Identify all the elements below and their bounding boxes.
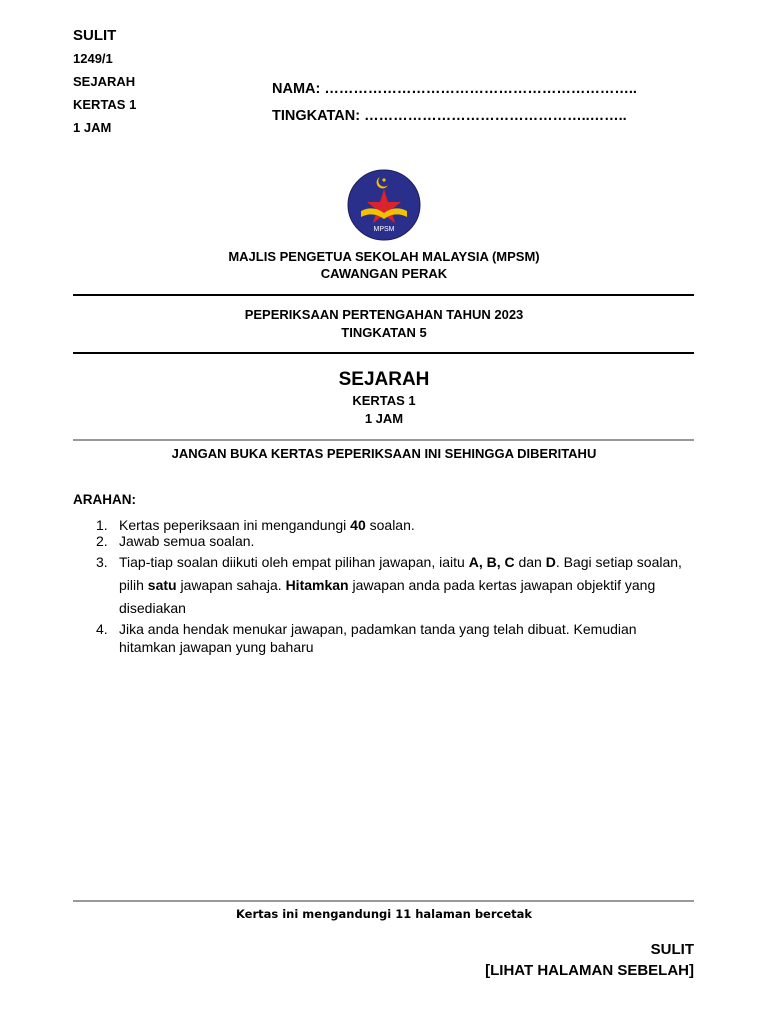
instructions-heading: ARAHAN:: [73, 492, 136, 507]
paper-title: KERTAS 1: [352, 393, 416, 408]
divider: [73, 439, 694, 441]
header-info: [73, 27, 136, 135]
item-text: Jika anda hendak menukar jawapan, padamkan tanda yang telah dibuat. Kemudian hitamkan jawapan yung baharu: [119, 621, 637, 655]
divider: [73, 294, 694, 296]
footer-classification: SULIT: [650, 941, 694, 958]
org-branch: CAWANGAN PERAK: [320, 266, 448, 281]
subject-title: SEJARAH: [338, 369, 430, 390]
item-number: 3.: [96, 554, 108, 570]
paper-label: KERTAS 1: [73, 97, 137, 112]
mpsm-logo: [347, 169, 421, 241]
item-text: Jawab semua soalan.: [119, 533, 255, 549]
duration-title: 1 JAM: [364, 411, 404, 426]
duration-label: 1 JAM: [73, 120, 112, 135]
page-count-note: Kertas ini mengandungi 11 halaman bercetak: [235, 907, 533, 921]
exam-name: PEPERIKSAAN PERTENGAHAN TAHUN 2023: [244, 307, 524, 322]
form-field[interactable]: TINGKATAN: ………………………………………..……..: [272, 108, 627, 124]
item-text: Kertas peperiksaan ini mengandungi 40 soalan.: [119, 517, 415, 533]
item-text: Tiap-tiap soalan diikuti oleh empat pilihan jawapan, iaitu A, B, C dan D. Bagi setiap soalan, pilih satu jawapan sahaja. Hitamkan jawapan anda pada kertas jawapan objektif yang disediakan: [119, 554, 682, 616]
org-name: MAJLIS PENGETUA SEKOLAH MALAYSIA (MPSM): [228, 249, 540, 264]
exam-form: TINGKATAN 5: [341, 325, 427, 340]
paper-code: 1249/1: [73, 51, 113, 66]
next-page-note: [LIHAT HALAMAN SEBELAH]: [485, 962, 694, 979]
warning-text: JANGAN BUKA KERTAS PEPERIKSAAN INI SEHINGGA DIBERITAHU: [171, 446, 597, 461]
item-number: 2.: [96, 533, 108, 549]
subject-label: SEJARAH: [73, 74, 136, 89]
name-field[interactable]: NAMA: ………………………………………………………..: [272, 81, 637, 97]
logo-text: MPSM: [373, 226, 395, 233]
classification-label: SULIT: [73, 27, 117, 44]
divider: [73, 900, 694, 902]
item-number: 4.: [96, 621, 108, 637]
divider: [73, 352, 694, 354]
item-number: 1.: [96, 517, 108, 533]
